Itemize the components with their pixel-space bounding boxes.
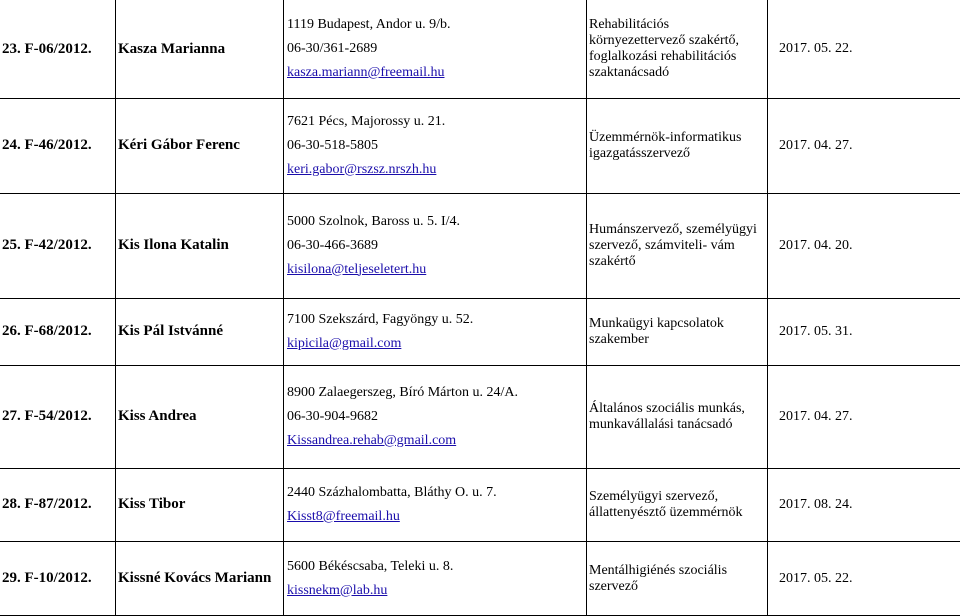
table-row xyxy=(0,365,960,468)
registration-date: 2017. 04. 27. xyxy=(779,137,853,153)
email-text[interactable]: Kisst8@freemail.hu xyxy=(287,508,400,524)
contact-info xyxy=(284,468,586,541)
specialty: Üzemmérnök-informatikus igazgatásszervező xyxy=(589,129,742,161)
email-link[interactable] xyxy=(287,262,586,278)
address: 8900 Zalaegerszeg, Bíró Márton u. 24/A. xyxy=(287,384,518,400)
table-row xyxy=(0,0,960,98)
phone: 06-30-904-9682 xyxy=(287,408,378,424)
contact-info xyxy=(284,541,586,616)
specialty: Személyügyi szervező, állattenyésztő üzemmérnök xyxy=(589,488,743,520)
contact-info xyxy=(284,365,586,468)
registry-number-text: 23. F-06/2012. xyxy=(2,40,92,57)
registry-number xyxy=(0,365,115,468)
table-row xyxy=(0,541,960,616)
contact-info xyxy=(284,298,586,365)
registration-date: 2017. 08. 24. xyxy=(779,496,853,512)
registry-number xyxy=(0,468,115,541)
table-row xyxy=(0,98,960,193)
registry-number xyxy=(0,0,115,98)
registry-number xyxy=(0,193,115,298)
address: 1119 Budapest, Andor u. 9/b. xyxy=(287,17,451,32)
email-text[interactable]: keri.gabor@rszsz.nrszh.hu xyxy=(287,161,437,177)
email-link[interactable] xyxy=(287,583,586,599)
specialty: Rehabilitációs környezettervező szakértő, foglalkozási rehabilitációs szaktanácsadó xyxy=(589,17,740,80)
registration-date: 2017. 05. 22. xyxy=(779,570,853,586)
address: 7100 Szekszárd, Fagyöngy u. 52. xyxy=(287,311,474,327)
specialty: Mentálhigiénés szociális szervező xyxy=(589,562,728,594)
phone: 06-30/361-2689 xyxy=(287,41,378,56)
address: 5000 Szolnok, Baross u. 5. I/4. xyxy=(287,213,461,229)
registration-date: 2017. 05. 31. xyxy=(779,323,853,339)
phone: 06-30-466-3689 xyxy=(287,237,378,253)
registry-number-text: 29. F-10/2012. xyxy=(2,570,92,586)
expert-name: Kiss Tibor xyxy=(118,496,186,512)
email-link[interactable] xyxy=(287,433,586,449)
registry-number xyxy=(0,541,115,616)
email-link[interactable] xyxy=(287,162,586,178)
expert-name: Kéri Gábor Ferenc xyxy=(118,137,240,153)
email-text[interactable]: kissnekm@lab.hu xyxy=(287,582,388,598)
registration-date: 2017. 04. 27. xyxy=(779,408,853,424)
table-row xyxy=(0,468,960,541)
email-text[interactable]: kasza.mariann@freemail.hu xyxy=(287,65,445,80)
expert-name: Kasza Marianna xyxy=(118,40,226,57)
registry-number-text: 24. F-46/2012. xyxy=(2,137,92,153)
email-text[interactable]: kipicila@gmail.com xyxy=(287,335,402,351)
address: 2440 Százhalombatta, Bláthy O. u. 7. xyxy=(287,484,497,500)
contact-info xyxy=(284,193,586,298)
contact-info xyxy=(284,98,586,193)
registry-number-text: 28. F-87/2012. xyxy=(2,496,92,512)
address: 5600 Békéscsaba, Teleki u. 8. xyxy=(287,558,454,574)
table-row xyxy=(0,193,960,298)
email-link[interactable] xyxy=(287,65,586,81)
registry-number xyxy=(0,98,115,193)
contact-info xyxy=(284,0,586,98)
registry-number-text: 27. F-54/2012. xyxy=(2,408,92,424)
registry-number xyxy=(0,298,115,365)
table-row xyxy=(0,298,960,365)
expert-name: Kis Ilona Katalin xyxy=(118,237,229,253)
email-text[interactable]: kisilona@teljeseletert.hu xyxy=(287,261,427,277)
specialty: Munkaügyi kapcsolatok szakember xyxy=(589,315,724,347)
phone: 06-30-518-5805 xyxy=(287,137,378,153)
specialty: Általános szociális munkás, munkavállalási tanácsadó xyxy=(589,400,745,432)
email-link[interactable] xyxy=(287,336,586,352)
registry-number-text: 26. F-68/2012. xyxy=(2,323,92,339)
registration-date: 2017. 04. 20. xyxy=(779,237,853,253)
registration-date: 2017. 05. 22. xyxy=(779,41,853,56)
expert-name: Kis Pál Istvánné xyxy=(118,323,224,339)
address: 7621 Pécs, Majorossy u. 21. xyxy=(287,113,446,129)
email-text[interactable]: Kissandrea.rehab@gmail.com xyxy=(287,432,457,448)
expert-name: Kiss Andrea xyxy=(118,408,197,424)
expert-name: Kissné Kovács Mariann xyxy=(118,570,272,586)
specialty: Humánszervező, személyügyi szervező, számviteli- vám szakértő xyxy=(589,221,757,269)
registry-number-text: 25. F-42/2012. xyxy=(2,237,92,253)
email-link[interactable] xyxy=(287,509,586,525)
